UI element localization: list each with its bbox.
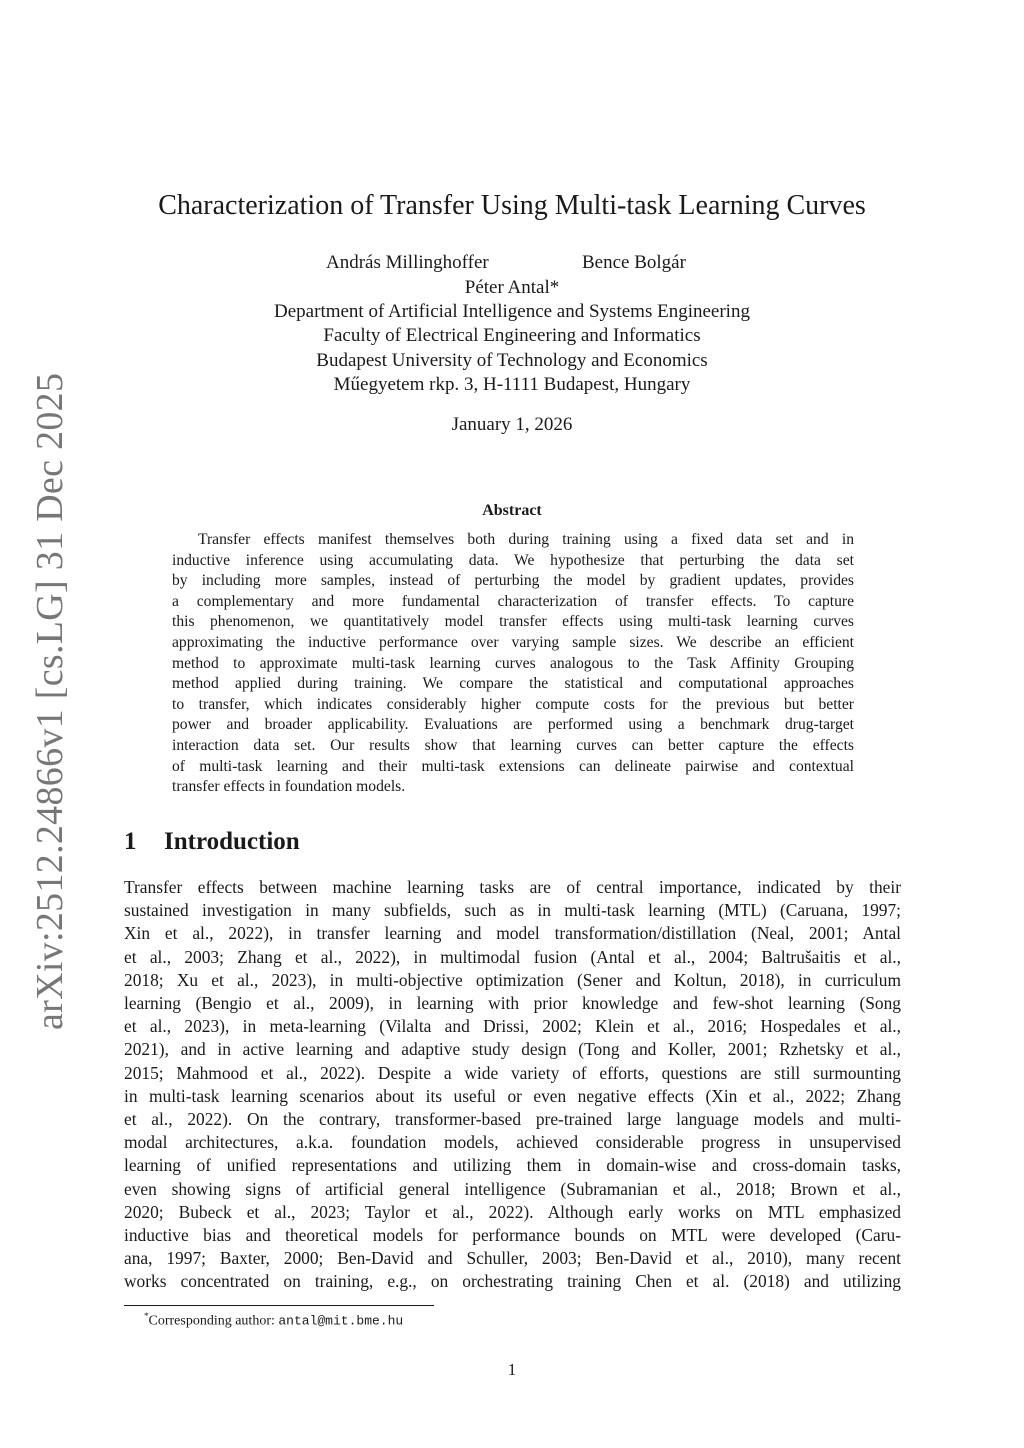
abstract-heading: Abstract: [482, 502, 542, 519]
abstract-line: approximating the inductive performance over varying sample sizes. We describe an efficient: [172, 633, 854, 651]
body-line: Xin et al., 2022), in transfer learning and model transformation/distillation (Neal, 2001; Antal: [124, 923, 901, 944]
abstract-line: a complementary and more fundamental characterization of transfer effects. To capture: [172, 592, 854, 610]
body-line: learning (Bengio et al., 2009), in learning with prior knowledge and few-shot learning (Song: [124, 993, 901, 1014]
body-line: et al., 2023), in meta-learning (Vilalta and Drissi, 2002; Klein et al., 2016; Hospedales et al.,: [124, 1016, 901, 1037]
body-line: et al., 2003; Zhang et al., 2022), in multimodal fusion (Antal et al., 2004; Baltrušaitis et al.,: [124, 946, 901, 967]
body-line: in multi-task learning scenarios about its useful or even negative effects (Xin et al., 2022; Zhang: [124, 1085, 901, 1106]
footnote-text: Corresponding author:: [148, 1313, 279, 1329]
affiliation-line: Department of Artificial Intelligence and Systems Engineering: [274, 301, 750, 323]
affiliation-line: Faculty of Electrical Engineering and Informatics: [323, 325, 701, 347]
body-line: learning of unified representations and utilizing them in domain-wise and cross-domain tasks,: [124, 1155, 901, 1176]
affiliation-line: Budapest University of Technology and Economics: [316, 349, 708, 371]
abstract-line: transfer effects in foundation models.: [172, 778, 406, 796]
abstract-line: this phenomenon, we quantitatively model transfer effects using multi-task learning curves: [172, 613, 854, 631]
abstract-line: inductive inference using accumulating data. We hypothesize that perturbing the data set: [172, 551, 854, 569]
abstract-line: method to approximate multi-task learning curves analogous to the Task Affinity Grouping: [172, 654, 854, 672]
abstract-line: Transfer effects manifest themselves both during training using a fixed data set and in: [198, 531, 854, 548]
paper-date: January 1, 2026: [451, 414, 573, 435]
body-line: 2018; Xu et al., 2023), in multi-objective optimization (Sener and Koltun, 2018), in curriculum: [124, 969, 901, 990]
introduction-paragraph: [124, 876, 901, 1294]
abstract-body: [172, 530, 854, 798]
abstract-line: method applied during training. We compare the statistical and computational approaches: [172, 675, 854, 693]
author-name: András Millinghoffer: [326, 252, 489, 273]
body-line: sustained investigation in many subfields, such as in multi-task learning (MTL) (Caruana, 1997;: [124, 900, 901, 921]
footnote-marker: *: [144, 1311, 149, 1321]
body-line: 2021), and in active learning and adaptive study design (Tong and Koller, 2001; Rzhetsky et al.,: [124, 1039, 901, 1060]
author-affiliation-block: [0, 276, 1024, 397]
body-line: modal architectures, a.k.a. foundation models, achieved considerable progress in unsupervised: [124, 1132, 901, 1153]
abstract-line: to transfer, which indicates considerably higher compute costs for the previous but better: [172, 695, 854, 713]
body-line: works concentrated on training, e.g., on orchestrating training Chen et al. (2018) and utilizing: [124, 1271, 901, 1292]
abstract-line: by including more samples, instead of perturbing the model by gradient updates, provides: [172, 572, 854, 590]
footnote: [144, 1311, 403, 1330]
section-number: 1: [124, 828, 137, 855]
footnote-divider: [124, 1305, 434, 1306]
body-line: inductive bias and theoretical models for performance bounds on MTL were developed (Caru-: [124, 1225, 901, 1246]
body-line: 2020; Bubeck et al., 2023; Taylor et al., 2022). Although early works on MTL emphasized: [124, 1201, 901, 1222]
author-name: Bence Bolgár: [582, 252, 686, 273]
body-line: even showing signs of artificial general intelligence (Subramanian et al., 2018; Brown et al.,: [124, 1178, 901, 1199]
abstract-line: interaction data set. Our results show that learning curves can better capture the effects: [172, 736, 854, 754]
corresponding-email: antal@mit.bme.hu: [278, 1313, 404, 1329]
page-number: 1: [507, 1360, 517, 1379]
author-name: Péter Antal*: [464, 277, 560, 298]
affiliation-line: Műegyetem rkp. 3, H-1111 Budapest, Hungary: [333, 373, 691, 395]
body-line: 2015; Mahmood et al., 2022). Despite a wide variety of efforts, questions are still surmounting: [124, 1062, 901, 1083]
body-line: ana, 1997; Baxter, 2000; Ben-David and Schuller, 2003; Ben-David et al., 2010), many recent: [124, 1248, 901, 1269]
abstract-line: power and broader applicability. Evaluations are performed using a benchmark drug-target: [172, 716, 854, 734]
abstract-line: of multi-task learning and their multi-task extensions can delineate pairwise and contextual: [172, 757, 854, 775]
paper-title: Characterization of Transfer Using Multi-task Learning Curves: [158, 190, 866, 221]
section-title: Introduction: [164, 828, 300, 855]
body-line: et al., 2022). On the contrary, transformer-based pre-trained large language models and multi-: [124, 1109, 901, 1130]
arxiv-identifier-stamp: arXiv:2512.24866v1 [cs.LG] 31 Dec 2025: [29, 372, 71, 1030]
body-line: Transfer effects between machine learning tasks are of central importance, indicated by their: [124, 877, 901, 897]
section-heading: [124, 828, 300, 856]
